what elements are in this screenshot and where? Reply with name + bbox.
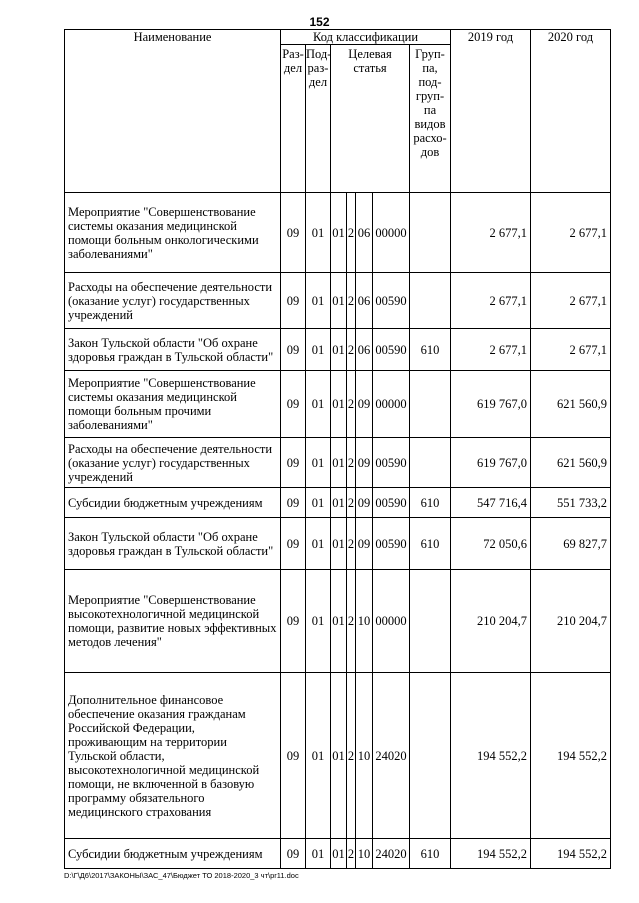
row-podrazdel: 01	[306, 193, 331, 273]
header-razdel: Раз-дел	[281, 45, 306, 193]
header-classification: Код классификации	[281, 30, 451, 45]
row-razdel: 09	[281, 570, 306, 673]
row-article-1: 01	[331, 518, 347, 570]
row-article-2: 2	[347, 273, 356, 329]
table-row	[65, 438, 611, 488]
row-podrazdel: 01	[306, 518, 331, 570]
row-value-2020: 551 733,2	[531, 488, 611, 518]
row-name: Закон Тульской области "Об охране здоровья граждан в Тульской области"	[65, 329, 281, 371]
table-row	[65, 673, 611, 839]
row-podrazdel: 01	[306, 371, 331, 438]
row-article-2: 2	[347, 438, 356, 488]
row-group	[410, 570, 451, 673]
row-article-1: 01	[331, 273, 347, 329]
row-razdel: 09	[281, 329, 306, 371]
document-path-footer: D:\Г\Д6\2017\ЗАКОНЫ\ЗАС_47\Бюджет ТО 2018-2020_3 чт\pr11.doc	[64, 871, 299, 880]
row-article-2: 2	[347, 518, 356, 570]
row-podrazdel: 01	[306, 673, 331, 839]
header-article: Целевая статья	[331, 45, 410, 193]
row-value-2019: 619 767,0	[451, 438, 531, 488]
row-article-2: 2	[347, 193, 356, 273]
row-podrazdel: 01	[306, 329, 331, 371]
row-article-3: 10	[356, 839, 373, 869]
row-article-4: 00000	[373, 371, 410, 438]
row-group	[410, 673, 451, 839]
row-razdel: 09	[281, 438, 306, 488]
row-podrazdel: 01	[306, 438, 331, 488]
row-article-4: 00000	[373, 193, 410, 273]
row-name: Закон Тульской области "Об охране здоровья граждан в Тульской области"	[65, 518, 281, 570]
row-article-3: 06	[356, 273, 373, 329]
budget-table	[64, 29, 611, 869]
row-article-3: 09	[356, 488, 373, 518]
row-article-2: 2	[347, 329, 356, 371]
row-value-2020: 2 677,1	[531, 273, 611, 329]
row-article-4: 00590	[373, 329, 410, 371]
row-name: Мероприятие "Совершенствование высокотехнологичной медицинской помощи, развитие новых эффективных методов лечения"	[65, 570, 281, 673]
row-article-3: 10	[356, 570, 373, 673]
table-row	[65, 371, 611, 438]
row-razdel: 09	[281, 371, 306, 438]
row-value-2019: 2 677,1	[451, 329, 531, 371]
row-article-2: 2	[347, 673, 356, 839]
table-row	[65, 518, 611, 570]
row-razdel: 09	[281, 518, 306, 570]
row-article-2: 2	[347, 488, 356, 518]
row-value-2020: 2 677,1	[531, 193, 611, 273]
table-row	[65, 329, 611, 371]
header-podrazdel: Под-раз-дел	[306, 45, 331, 193]
row-article-1: 01	[331, 371, 347, 438]
row-article-1: 01	[331, 839, 347, 869]
row-group: 610	[410, 488, 451, 518]
row-article-2: 2	[347, 839, 356, 869]
row-group	[410, 193, 451, 273]
row-group	[410, 438, 451, 488]
row-name: Расходы на обеспечение деятельности (оказание услуг) государственных учреждений	[65, 438, 281, 488]
row-article-4: 00590	[373, 488, 410, 518]
table-row	[65, 273, 611, 329]
row-value-2019: 194 552,2	[451, 673, 531, 839]
row-article-4: 24020	[373, 673, 410, 839]
header-name: Наименование	[65, 30, 281, 193]
header-group: Груп-па, под-груп-па видов расхо-дов	[410, 45, 451, 193]
row-article-3: 09	[356, 518, 373, 570]
row-podrazdel: 01	[306, 570, 331, 673]
row-value-2020: 69 827,7	[531, 518, 611, 570]
row-group	[410, 273, 451, 329]
row-group	[410, 371, 451, 438]
row-article-4: 00590	[373, 518, 410, 570]
row-razdel: 09	[281, 273, 306, 329]
row-article-1: 01	[331, 438, 347, 488]
row-name: Субсидии бюджетным учреждениям	[65, 488, 281, 518]
row-article-4: 00590	[373, 438, 410, 488]
row-article-3: 09	[356, 438, 373, 488]
row-value-2019: 619 767,0	[451, 371, 531, 438]
row-value-2020: 2 677,1	[531, 329, 611, 371]
row-razdel: 09	[281, 839, 306, 869]
row-article-3: 06	[356, 329, 373, 371]
row-article-3: 10	[356, 673, 373, 839]
row-name: Мероприятие "Совершенствование системы оказания медицинской помощи больным онкологическими заболеваниями"	[65, 193, 281, 273]
row-value-2019: 194 552,2	[451, 839, 531, 869]
row-article-4: 24020	[373, 839, 410, 869]
row-article-4: 00590	[373, 273, 410, 329]
page-number: 152	[309, 15, 330, 29]
row-value-2019: 2 677,1	[451, 193, 531, 273]
row-article-1: 01	[331, 488, 347, 518]
row-value-2019: 547 716,4	[451, 488, 531, 518]
row-value-2020: 621 560,9	[531, 438, 611, 488]
table-row	[65, 570, 611, 673]
row-article-1: 01	[331, 673, 347, 839]
row-value-2020: 194 552,2	[531, 839, 611, 869]
row-name: Субсидии бюджетным учреждениям	[65, 839, 281, 869]
row-podrazdel: 01	[306, 273, 331, 329]
row-value-2020: 621 560,9	[531, 371, 611, 438]
row-name: Дополнительное финансовое обеспечение оказания гражданам Российской Федерации, проживающим на территории Тульской области, высокотехнологичной медицинской помощи, не включенной в базовую программу обязательного медицинского страхования	[65, 673, 281, 839]
row-article-2: 2	[347, 371, 356, 438]
table-row	[65, 488, 611, 518]
row-name: Мероприятие "Совершенствование системы оказания медицинской помощи больным прочими заболеваниями"	[65, 371, 281, 438]
row-article-2: 2	[347, 570, 356, 673]
row-article-1: 01	[331, 193, 347, 273]
row-name: Расходы на обеспечение деятельности (оказание услуг) государственных учреждений	[65, 273, 281, 329]
row-value-2019: 210 204,7	[451, 570, 531, 673]
row-value-2019: 72 050,6	[451, 518, 531, 570]
header-2020: 2020 год	[531, 30, 611, 193]
row-value-2020: 194 552,2	[531, 673, 611, 839]
row-value-2019: 2 677,1	[451, 273, 531, 329]
row-article-3: 06	[356, 193, 373, 273]
header-2019: 2019 год	[451, 30, 531, 193]
row-article-3: 09	[356, 371, 373, 438]
row-article-4: 00000	[373, 570, 410, 673]
row-group: 610	[410, 839, 451, 869]
table-row	[65, 193, 611, 273]
row-group: 610	[410, 329, 451, 371]
row-value-2020: 210 204,7	[531, 570, 611, 673]
row-razdel: 09	[281, 673, 306, 839]
row-article-1: 01	[331, 329, 347, 371]
table-row	[65, 839, 611, 869]
row-razdel: 09	[281, 488, 306, 518]
row-article-1: 01	[331, 570, 347, 673]
row-podrazdel: 01	[306, 839, 331, 869]
row-podrazdel: 01	[306, 488, 331, 518]
row-razdel: 09	[281, 193, 306, 273]
row-group: 610	[410, 518, 451, 570]
